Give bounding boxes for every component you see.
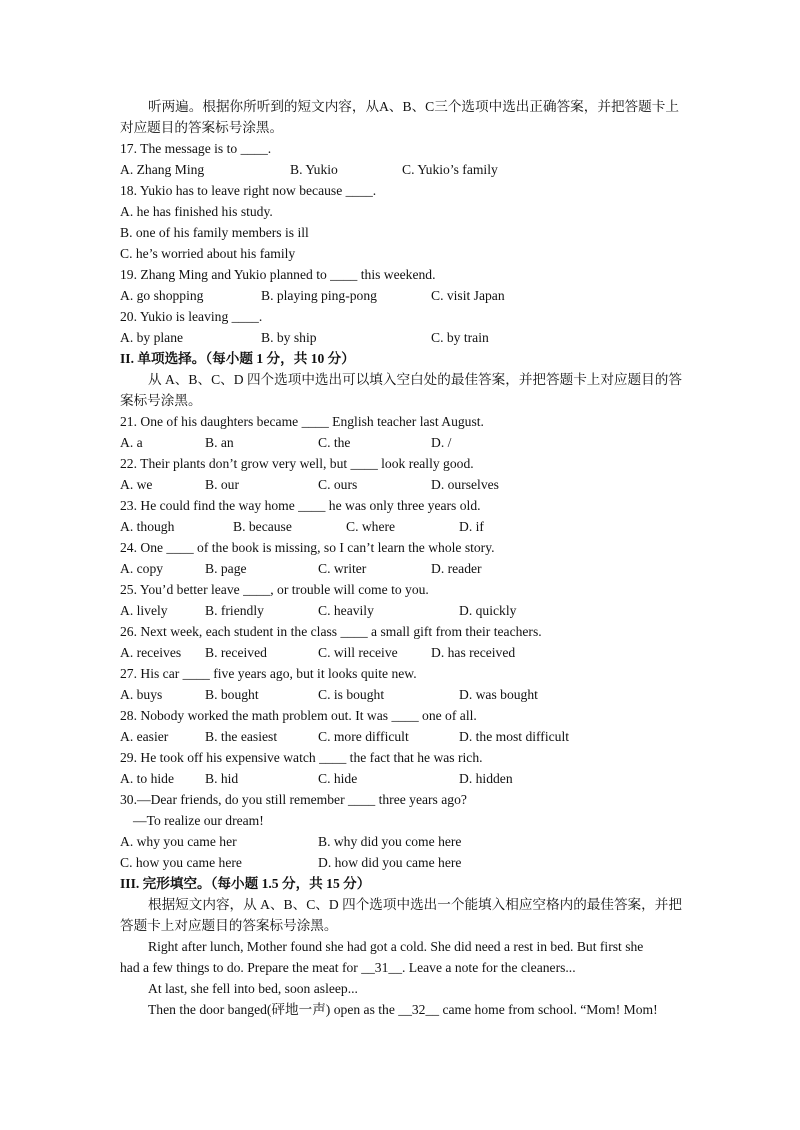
option-text: A. buys <box>120 687 163 702</box>
option-text: C. will receive <box>318 645 398 660</box>
option-text: B. because <box>233 519 292 534</box>
option-text: A. lively <box>120 603 168 618</box>
text-line: A. he has finished his study. <box>120 204 273 219</box>
option-text: B. hid <box>205 771 239 786</box>
option-text: B. why did you come here <box>318 834 462 849</box>
text-line: —To realize our dream! <box>133 813 264 828</box>
text-line: 听两遍。根据你所听到的短文内容，从A、B、C三个选项中选出正确答案，并把答题卡上 <box>148 99 679 114</box>
option-text: A. easier <box>120 729 169 744</box>
text-line: 27. His car ____ five years ago, but it looks quite new. <box>120 666 417 681</box>
text-line: 17. The message is to ____. <box>120 141 272 156</box>
section-heading: III. 完形填空。（每小题 1.5 分，共 15 分） <box>120 876 371 891</box>
option-text: B. received <box>205 645 267 660</box>
option-text: B. by ship <box>261 330 317 345</box>
text-line: 答题卡上对应题目的答案标号涂黑。 <box>120 918 338 933</box>
option-text: B. playing ping-pong <box>261 288 377 303</box>
text-line: 24. One ____ of the book is missing, so I can’t learn the whole story. <box>120 540 495 555</box>
option-text: A. why you came her <box>120 834 237 849</box>
option-text: A. copy <box>120 561 164 576</box>
option-text: A. by plane <box>120 330 184 345</box>
text-line: 从 A、B、C、D 四个选项中选出可以填入空白处的最佳答案，并把答题卡上对应题目的答 <box>148 372 682 387</box>
option-text: A. we <box>120 477 153 492</box>
option-text: D. has received <box>431 645 516 660</box>
text-line: Right after lunch, Mother found she had got a cold. She did need a rest in bed. But first she <box>148 939 644 954</box>
text-line: 21. One of his daughters became ____ English teacher last August. <box>120 414 484 429</box>
option-text: C. how you came here <box>120 855 242 870</box>
option-text: D. the most difficult <box>459 729 569 744</box>
text-line: 23. He could find the way home ____ he was only three years old. <box>120 498 481 513</box>
option-text: C. hide <box>318 771 358 786</box>
option-text: A. go shopping <box>120 288 204 303</box>
text-line: 根据短文内容，从 A、B、C、D 四个选项中选出一个能填入相应空格内的最佳答案，并把 <box>148 897 682 912</box>
option-text: C. visit Japan <box>431 288 505 303</box>
option-text: C. Yukio’s family <box>402 162 498 177</box>
option-text: D. was bought <box>459 687 538 702</box>
text-line: B. one of his family members is ill <box>120 225 309 240</box>
text-line: C. he’s worried about his family <box>120 246 296 261</box>
text-line: 20. Yukio is leaving ____. <box>120 309 263 324</box>
text-line: 对应题目的答案标号涂黑。 <box>120 120 284 135</box>
text-line: 28. Nobody worked the math problem out. It was ____ one of all. <box>120 708 477 723</box>
option-text: D. how did you came here <box>318 855 462 870</box>
option-text: A. a <box>120 435 143 450</box>
option-text: D. / <box>431 435 452 450</box>
option-text: C. by train <box>431 330 489 345</box>
option-text: B. friendly <box>205 603 264 618</box>
text-line: 22. Their plants don’t grow very well, but ____ look really good. <box>120 456 474 471</box>
option-text: B. our <box>205 477 239 492</box>
option-text: A. receives <box>120 645 182 660</box>
text-line: At last, she fell into bed, soon asleep... <box>148 981 358 996</box>
option-text: C. writer <box>318 561 367 576</box>
option-text: C. is bought <box>318 687 385 702</box>
option-text: B. page <box>205 561 247 576</box>
text-line: 案标号涂黑。 <box>120 393 202 408</box>
text-line: 30.—Dear friends, do you still remember ____ three years ago? <box>120 792 467 807</box>
option-text: D. hidden <box>459 771 513 786</box>
text-line: 18. Yukio has to leave right now because ____. <box>120 183 377 198</box>
text-line: 19. Zhang Ming and Yukio planned to ____ this weekend. <box>120 267 436 282</box>
text-line: 29. He took off his expensive watch ____ the fact that he was rich. <box>120 750 483 765</box>
text-line: 26. Next week, each student in the class ____ a small gift from their teachers. <box>120 624 542 639</box>
option-text: C. more difficult <box>318 729 409 744</box>
option-text: A. to hide <box>120 771 174 786</box>
option-text: A. though <box>120 519 175 534</box>
option-text: C. heavily <box>318 603 374 618</box>
option-text: B. bought <box>205 687 259 702</box>
option-text: D. reader <box>431 561 482 576</box>
option-text: D. if <box>459 519 484 534</box>
text-line: Then the door banged(砰地一声) open as the __32__ came home from school. “Mom! Mom! <box>148 1002 658 1017</box>
option-text: B. the easiest <box>205 729 278 744</box>
option-text: D. ourselves <box>431 477 499 492</box>
section-heading: II. 单项选择。（每小题 1 分，共 10 分） <box>120 351 355 366</box>
option-text: C. where <box>346 519 396 534</box>
option-text: B. Yukio <box>290 162 338 177</box>
text-line: had a few things to do. Prepare the meat for __31__. Leave a note for the cleaners... <box>120 960 576 975</box>
option-text: D. quickly <box>459 603 517 618</box>
option-text: C. the <box>318 435 351 450</box>
text-line: 25. You’d better leave ____, or trouble will come to you. <box>120 582 429 597</box>
option-text: A. Zhang Ming <box>120 162 205 177</box>
option-text: B. an <box>205 435 234 450</box>
option-text: C. ours <box>318 477 358 492</box>
